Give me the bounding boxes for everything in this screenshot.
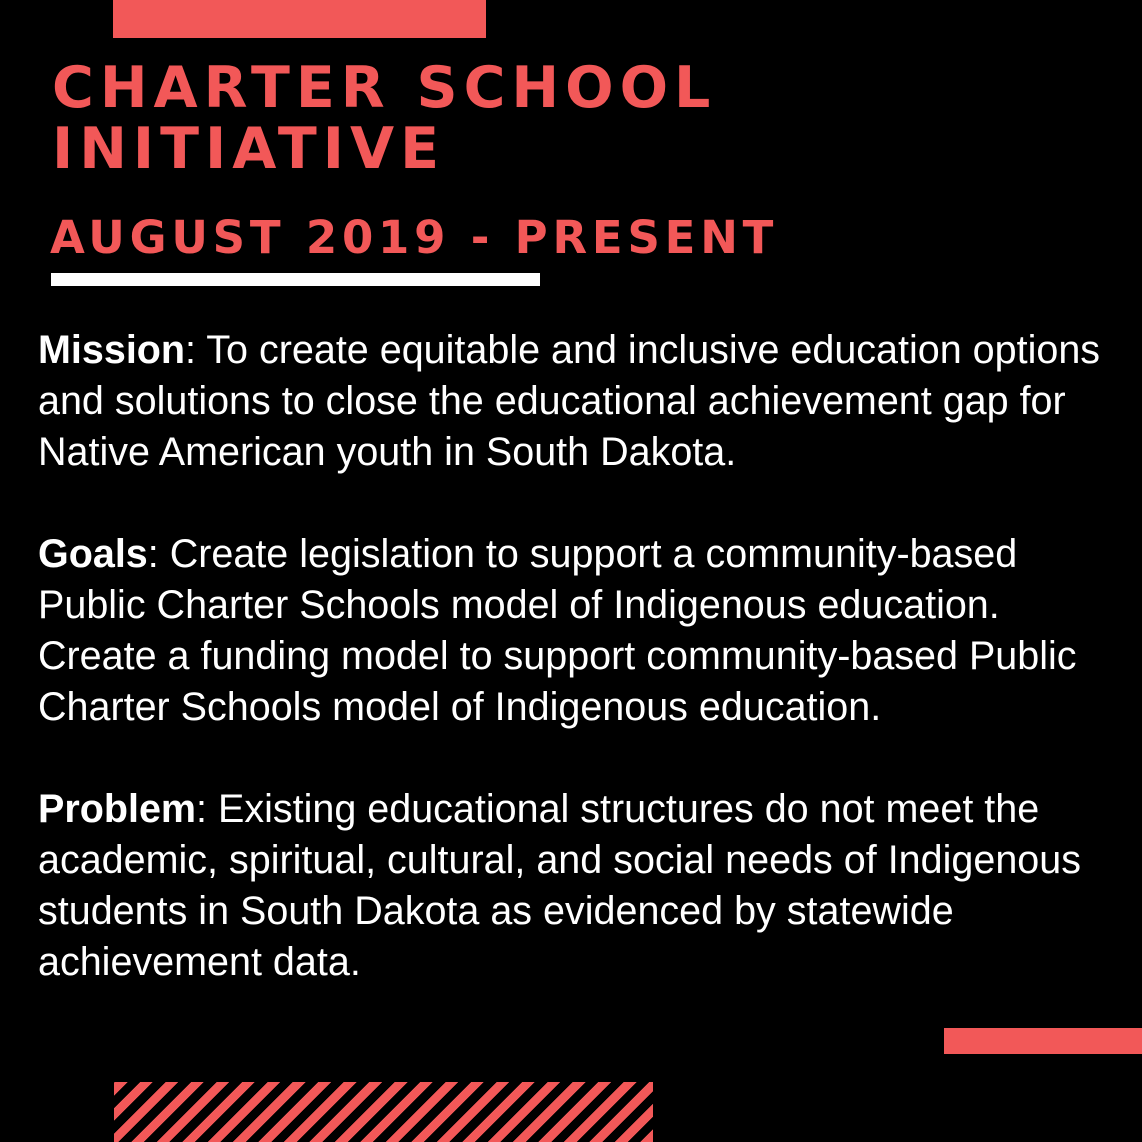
top-accent-bar xyxy=(113,0,486,38)
mission-separator: : xyxy=(185,328,207,372)
problem-paragraph xyxy=(38,784,1118,988)
goals-text: Create legislation to support a community-based Public Charter Schools model of Indigenous education. Create a funding model to support community-based Public Charter Schools model of Indigenous education. xyxy=(38,532,1077,729)
date-underline-bar xyxy=(51,273,540,286)
title-line-1: CHARTER SCHOOL xyxy=(52,55,717,121)
goals-separator: : xyxy=(147,532,170,576)
date-range: AUGUST 2019 - PRESENT xyxy=(50,211,779,264)
mission-label: Mission xyxy=(38,328,186,372)
goals-paragraph xyxy=(38,529,1118,733)
title-line-2: INITIATIVE xyxy=(52,116,446,182)
problem-text: Existing educational structures do not meet the academic, spiritual, cultural, and social needs of Indigenous students in South Dakota as evidenced by statewide achievement data. xyxy=(38,787,1081,984)
problem-label: Problem xyxy=(38,787,197,831)
right-accent-bar xyxy=(944,1028,1142,1054)
problem-separator: : xyxy=(196,787,218,831)
striped-accent-block xyxy=(114,1082,653,1142)
mission-paragraph xyxy=(38,325,1118,478)
mission-text: To create equitable and inclusive education options and solutions to close the educational achievement gap for Native American youth in South Dakota. xyxy=(38,328,1101,474)
goals-label: Goals xyxy=(38,532,148,576)
body-text xyxy=(38,325,1118,1039)
